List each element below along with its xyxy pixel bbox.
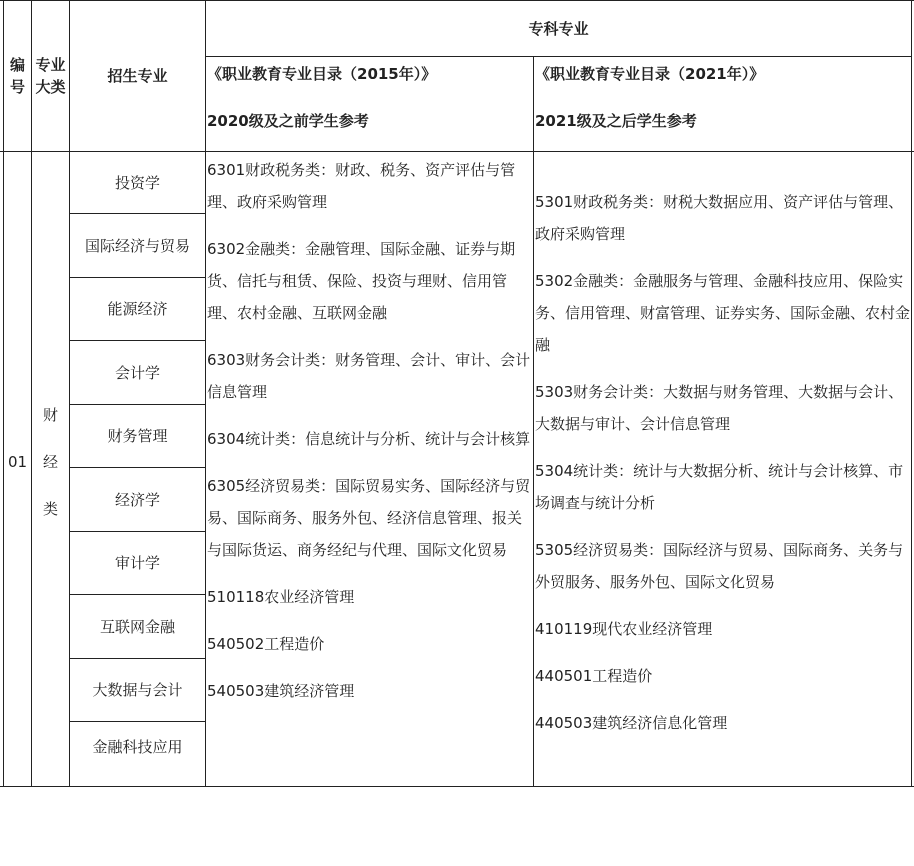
catalog-2021-list	[535, 186, 910, 739]
col-divider-4	[533, 56, 534, 787]
major-cell: 会计学	[114, 363, 160, 382]
header-category	[32, 1, 69, 151]
major-cell: 财务管理	[107, 427, 168, 445]
catalog-2021-item: 440501工程造价	[535, 667, 653, 685]
header-junior-college: 专科专业	[528, 19, 589, 38]
catalog-2015-item: 6301财政税务类：财政、税务、资产评估与管理、政府采购管理	[207, 161, 516, 211]
header-catalog-2021: 《职业教育专业目录（2021年）》	[535, 65, 765, 83]
row-category-text	[32, 392, 69, 532]
header-number	[4, 1, 31, 151]
header-divider	[206, 56, 912, 57]
header-major: 招生专业	[107, 67, 168, 85]
catalog-2015-item: 540502工程造价	[207, 635, 325, 653]
catalog-2015-item: 6302金融类：金融管理、国际金融、证券与期货、信托与租赁、保险、投资与理财、信用管理、农村金融、互联网金融	[207, 240, 516, 322]
header-catalog-2015: 《职业教育专业目录（2015年）》	[207, 65, 437, 83]
catalog-2015-list	[207, 154, 532, 707]
table-border-right	[911, 0, 912, 787]
major-cell: 经济学	[114, 490, 160, 509]
col-divider-3	[205, 0, 206, 787]
catalog-2015-item: 540503建筑经济管理	[207, 682, 355, 700]
major-cell: 国际经济与贸易	[84, 236, 190, 255]
catalog-2015-item: 6303财务会计类：财务管理、会计、审计、会计信息管理	[207, 351, 531, 401]
row-number: 01	[7, 452, 28, 471]
row-category-char: 类	[42, 499, 58, 518]
header-category-line: 大类	[35, 78, 66, 96]
row-category-char: 财	[42, 405, 58, 424]
header-number-char: 编	[9, 56, 25, 74]
header-ref-2021: 2021级及之后学生参考	[535, 112, 697, 130]
catalog-2021-item: 440503建筑经济信息化管理	[535, 714, 728, 732]
catalog-2021-item: 5304统计类：统计与大数据分析、统计与会计核算、市场调查与统计分析	[535, 462, 904, 512]
major-cell: 审计学	[114, 554, 160, 572]
header-category-line: 专业	[35, 56, 66, 74]
row-category-char: 经	[42, 452, 58, 471]
catalog-2015-item: 6305经济贸易类：国际贸易实务、国际经济与贸易、国际商务、服务外包、经济信息管理、报关与国际货运、商务经纪与代理、国际文化贸易	[207, 477, 531, 559]
catalog-2015-item: 510118农业经济管理	[207, 588, 355, 606]
catalog-2021-item: 5301财政税务类：财税大数据应用、资产评估与管理、政府采购管理	[535, 193, 904, 243]
catalog-2021-item: 410119现代农业经济管理	[535, 620, 713, 638]
major-cell: 互联网金融	[99, 617, 175, 636]
catalog-2021-item: 5305经济贸易类：国际经济与贸易、国际商务、关务与外贸服务、服务外包、国际文化贸易	[535, 541, 904, 591]
major-cell: 大数据与会计	[92, 681, 183, 699]
catalog-2021-item: 5303财务会计类：大数据与财务管理、大数据与会计、大数据与审计、会计信息管理	[535, 383, 904, 433]
major-cell: 金融科技应用	[92, 738, 183, 756]
major-cell: 投资学	[114, 173, 160, 192]
catalog-2021-item: 5302金融类：金融服务与管理、金融科技应用、保险实务、信用管理、财富管理、证券实务、国际金融、农村金融	[535, 272, 911, 354]
header-ref-2020: 2020级及之前学生参考	[207, 112, 369, 130]
major-cell: 能源经济	[107, 300, 168, 318]
header-number-char: 号	[9, 78, 25, 96]
catalog-2015-item: 6304统计类：信息统计与分析、统计与会计核算	[207, 430, 531, 448]
